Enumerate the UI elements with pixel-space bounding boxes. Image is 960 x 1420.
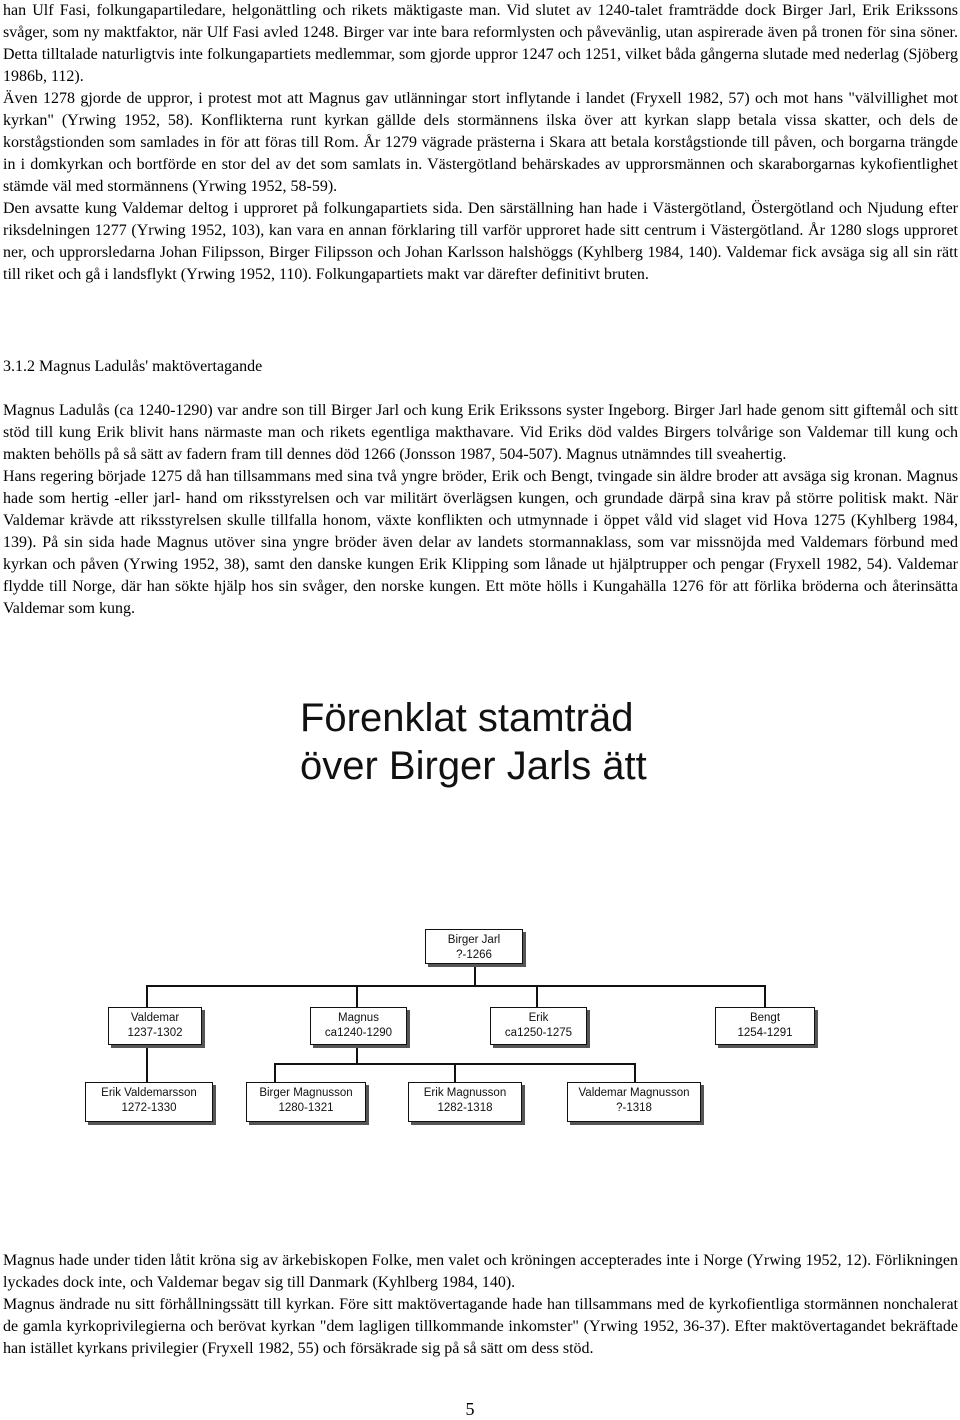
tree-connector	[274, 1063, 276, 1082]
tree-connector	[474, 962, 476, 986]
tree-node-grandchild	[567, 1082, 701, 1122]
paragraph: Den avsatte kung Valdemar deltog i upproret på folkungapartiets sida. Den särställning han hade i Västergötland, Östergötland och Njudung efter riksdelningen 1277 (Yrwing 1952, 103), kan vara en annan förklaring till varför upproret hade sitt centrum i Västergötland. År 1280 slogs upproret ner, och upprorsledarna Johan Filipsson, Birger Filipsson och Johan Karlsson halshöggs (Kyhlberg 1984, 140). Valdemar fick avsäga sig all sin rätt till riket och gå i landsflykt (Yrwing 1952, 110). Folkungapartiets makt var därefter definitivt bruten.	[3, 200, 958, 283]
tree-connector	[146, 985, 148, 1007]
tree-node-child	[490, 1007, 587, 1045]
tree-node-grandchild	[408, 1082, 522, 1122]
node-name: Erik	[528, 1012, 549, 1024]
tree-connector	[146, 985, 765, 987]
family-tree-title-line2: över Birger Jarls ätt	[300, 744, 647, 788]
node-years: 1272-1330	[121, 1102, 177, 1114]
tree-connector	[146, 1044, 148, 1082]
paragraph: Även 1278 gjorde de uppror, i protest mot att Magnus gav utlänningar stort inflytande i landet (Fryxell 1982, 57) och mot hans "välvillighet mot kyrkan" (Yrwing 1952, 58). Konflikterna runt kyrkan gällde dels stormännens ilska över att kyrkan slapp betala vissa skatter, och dels de korstågstionden som samlades in för att föras till Rom. År 1279 vägrade prästerna i Skara att betala korstågstionde till påven, och borgarna trängde in i domkyrkan och bortförde en stor del av det som samlats in. Västergötland behärskades av upprorsmännen och skaraborgarnas kykofientlighet stämde väl med stormännens (Yrwing 1952, 58-59).	[3, 90, 958, 195]
paragraph: Hans regering började 1275 då han tillsammans med sina två yngre bröder, Erik och Bengt, tvingade sin äldre broder att avsäga sig kronan. Magnus hade som hertig -eller jarl- hand om riksstyrelsen och var militärt överlägsen kungen, och grundade därpå sina krav på större politisk makt. När Valdemar krävde att riksstyrelsen skulle tillfalla honom, växte konflikten och utmynnade i öppet våld vid slaget vid Hova 1275 (Kyhlberg 1984, 139). På sin sida hade Magnus utöver sina yngre bröder även delar av landets stormannaklass, som var missnöjda med Valdemars förbund med kyrkan och påven (Yrwing 1952, 38), samt den danske kungen Erik Klipping som lånade ut hjälptrupper och pengar (Fryxell 1982, 54). Valdemar flydde till Norge, där han sökte hjälp hos sin svåger, den norske kungen. Ett möte hölls i Kungahälla 1276 för att förlika bröderna och återinsätta Valdemar som kung.	[3, 468, 958, 617]
section-heading: 3.1.2 Magnus Ladulås' maktövertagande	[3, 358, 263, 375]
node-years: ca1250-1275	[504, 1027, 573, 1039]
node-years: ?-1318	[616, 1102, 652, 1114]
page-number: 5	[465, 1399, 475, 1419]
tree-connector	[634, 1063, 636, 1082]
tree-connector	[356, 985, 358, 1007]
node-years: ca1240-1290	[324, 1027, 393, 1039]
node-years: 1237-1302	[127, 1027, 183, 1039]
tree-node-root	[425, 929, 523, 964]
node-years: 1280-1321	[278, 1102, 334, 1114]
tree-connector	[764, 985, 766, 1007]
tree-node-grandchild	[246, 1082, 366, 1122]
text-block-middle	[3, 400, 958, 620]
node-name: Erik Valdemarsson	[101, 1087, 197, 1099]
tree-node-child	[108, 1007, 202, 1045]
node-name: Bengt	[749, 1012, 781, 1024]
tree-connector	[454, 1063, 456, 1082]
node-name: Valdemar	[130, 1012, 180, 1024]
node-years: 1282-1318	[437, 1102, 493, 1114]
tree-node-grandchild	[85, 1082, 213, 1122]
node-name: Valdemar Magnusson	[578, 1087, 690, 1099]
paragraph: Magnus Ladulås (ca 1240-1290) var andre son till Birger Jarl och kung Erik Erikssons syster Ingeborg. Birger Jarl hade genom sitt giftemål och sitt stöd till kung Erik blivit hans närmaste man och rikets egentliga makthavare. Vid Eriks död valdes Birgers tolvårige son Valdemar till kung och makten behölls på så sätt av fadern fram till dennes död 1266 (Jonsson 1987, 504-507). Magnus utnämndes till sveahertig.	[3, 402, 958, 463]
tree-connector	[356, 1044, 358, 1064]
text-block-top	[3, 0, 958, 286]
node-name: Birger Jarl	[447, 934, 501, 946]
node-years: ?-1266	[456, 949, 492, 961]
tree-connector	[536, 985, 538, 1007]
paragraph: Magnus ändrade nu sitt förhållningssätt till kyrkan. Före sitt maktövertagande hade han tillsammans med de kyrkofientliga stormännen nonchalerat de gamla kyrkoprivilegierna och berövat kyrkan "dem lagligen tillkommande inkomster" (Yrwing 1952, 36-37). Efter maktövertagandet bekräftade han istället kyrkans privilegier (Fryxell 1982, 55) och försäkrade sig på så sätt om dess stöd.	[3, 1296, 958, 1357]
tree-node-child	[715, 1007, 815, 1045]
node-name: Magnus	[338, 1012, 379, 1024]
tree-node-child	[310, 1007, 407, 1045]
node-years: 1254-1291	[737, 1027, 793, 1039]
family-tree-title	[300, 694, 647, 790]
node-name: Birger Magnusson	[259, 1087, 353, 1099]
paragraph: Magnus hade under tiden låtit kröna sig av ärkebiskopen Folke, men valet och kröningen accepterades inte i Norge (Yrwing 1952, 12). Förlikningen lyckades dock inte, och Valdemar begav sig till Danmark (Kyhlberg 1984, 140).	[3, 1252, 958, 1291]
family-tree-figure	[81, 686, 883, 1210]
paragraph: han Ulf Fasi, folkungapartiledare, helgonättling och rikets mäktigaste man. Vid slutet av 1240-talet framträdde dock Birger Jarl, Erik Erikssons svåger, som ny maktfaktor, när Ulf Fasi avled 1248. Birger var inte bara reformlysten och påvevänlig, utan aspirerade även på tronen för sina söner. Detta tilltalade naturligtvis inte folkungapartiets medlemmar, som gjorde uppror 1247 och 1251, vilket båda gångerna slutade med nederlag (Sjöberg 1986b, 112).	[3, 2, 958, 85]
family-tree-title-line1: Förenklat stamträd	[300, 696, 634, 740]
node-name: Erik Magnusson	[423, 1087, 507, 1099]
text-block-bottom	[3, 1250, 958, 1360]
